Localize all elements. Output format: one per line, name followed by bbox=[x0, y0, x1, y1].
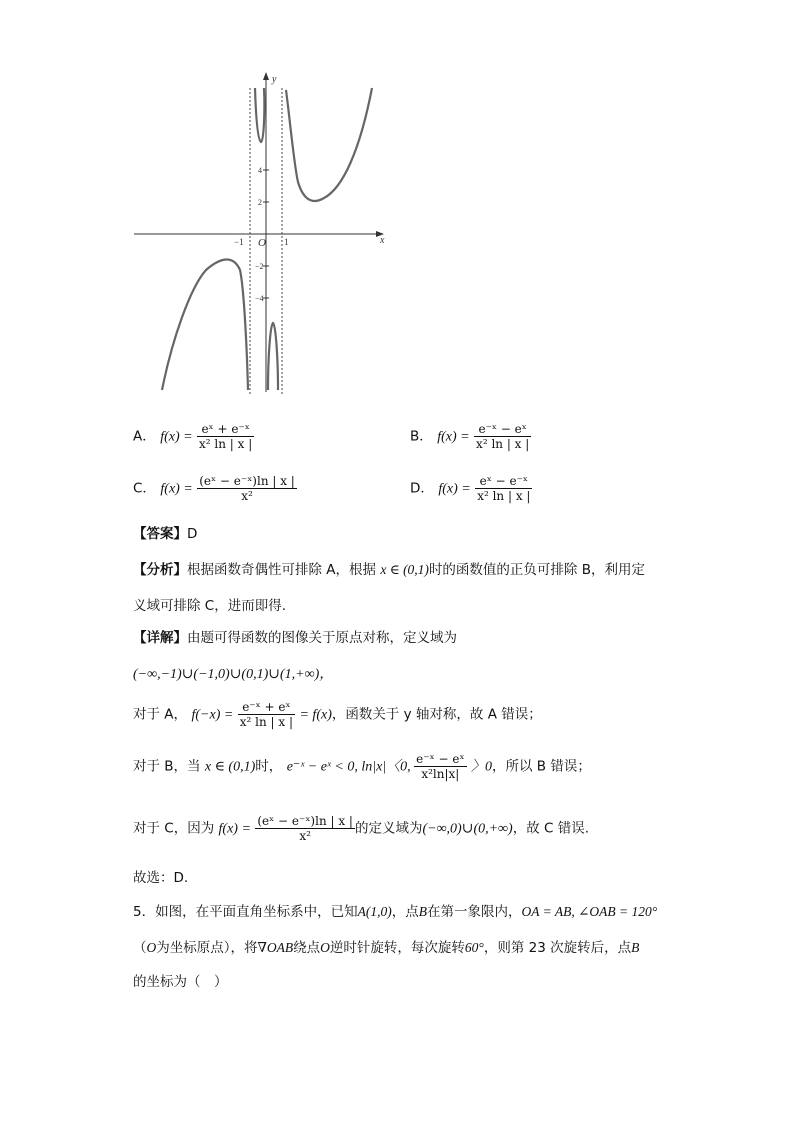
analysis-line-1 bbox=[133, 560, 645, 580]
detail-c-lhs: f(x) = bbox=[218, 821, 251, 837]
detail-choice-text: 故选：D. bbox=[133, 870, 189, 886]
question5-line-3 bbox=[133, 972, 228, 992]
q5-line2-m3: O bbox=[320, 940, 330, 955]
option-c-numerator: (eˣ − e⁻ˣ)ln | x | bbox=[199, 474, 295, 488]
detail-b-numerator: e⁻ˣ − eˣ bbox=[416, 752, 465, 766]
detail-c-math: (−∞,0)∪(0,+∞) bbox=[422, 821, 513, 837]
y-axis-label: y bbox=[272, 74, 277, 85]
detail-option-b bbox=[133, 752, 591, 781]
detail-a-suffix: ，函数关于 y 轴对称，故 A 错误； bbox=[331, 706, 542, 723]
q5-line2-c: 绕点 bbox=[293, 940, 321, 956]
detail-b-fraction bbox=[414, 752, 466, 781]
option-c-fraction bbox=[197, 474, 297, 503]
option-c-lhs: f(x) = bbox=[160, 481, 193, 497]
detail-a-numerator: e⁻ˣ + eˣ bbox=[238, 700, 295, 715]
detail-a-fraction bbox=[238, 700, 295, 729]
detail-b-math1: x ∈ (0,1) bbox=[204, 759, 256, 775]
q5-text-c: 在第一象限内， bbox=[426, 904, 522, 920]
option-c[interactable] bbox=[133, 474, 297, 503]
option-a-label: A． bbox=[133, 428, 156, 445]
detail-b-math3: 〉0 bbox=[471, 759, 492, 775]
function-graph bbox=[128, 70, 390, 400]
detail-c-mid: 的定义域为 bbox=[354, 820, 423, 837]
option-d-numerator: eˣ − e⁻ˣ bbox=[475, 474, 532, 489]
option-a-lhs: f(x) = bbox=[160, 429, 193, 445]
tick-label-yneg2: −2 bbox=[255, 262, 264, 271]
q5-line3: 的坐标为（ ） bbox=[133, 974, 228, 990]
detail-domain bbox=[133, 664, 333, 685]
detail-c-suffix: ，故 C 错误. bbox=[512, 820, 590, 837]
analysis-tag: 【分析】 bbox=[133, 562, 187, 578]
option-b-lhs: f(x) = bbox=[437, 429, 470, 445]
analysis-math: x ∈ (0,1) bbox=[380, 562, 429, 577]
option-a-fraction bbox=[197, 422, 254, 451]
option-a-denominator: x² ln | x | bbox=[199, 437, 253, 451]
detail-b-math2: e⁻ˣ − eˣ < 0, ln|x|〈0, bbox=[286, 759, 415, 775]
option-b-fraction bbox=[474, 422, 531, 451]
detail-b-prefix: 对于 B，当 bbox=[133, 758, 205, 775]
question5-line-1 bbox=[133, 902, 657, 922]
option-d-denominator: x² ln | x | bbox=[477, 489, 531, 503]
option-d-fraction bbox=[475, 474, 532, 503]
option-d-label: D． bbox=[410, 480, 434, 497]
answer-value: D bbox=[187, 526, 198, 542]
analysis-text-2: 义域可排除 C，进而即得. bbox=[133, 598, 287, 614]
option-d[interactable] bbox=[410, 474, 532, 503]
option-b[interactable] bbox=[410, 422, 531, 451]
q5-line2-d: 逆时针旋转，每次旋转 bbox=[329, 940, 465, 956]
detail-a-prefix: 对于 A， bbox=[133, 706, 188, 723]
q5-line2-m5: B bbox=[631, 940, 640, 955]
option-d-lhs: f(x) = bbox=[438, 481, 471, 497]
curve-inner-upper bbox=[255, 88, 264, 142]
option-b-label: B． bbox=[410, 428, 433, 445]
q5-line2-e: ，则第 23 次旋转后，点 bbox=[483, 940, 632, 956]
option-b-denominator: x² ln | x | bbox=[476, 437, 530, 451]
tick-label-y4: 4 bbox=[258, 166, 262, 175]
tick-label-neg1: −1 bbox=[234, 237, 244, 247]
option-a-numerator: eˣ + e⁻ˣ bbox=[197, 422, 254, 437]
detail-a-denominator: x² ln | x | bbox=[239, 715, 294, 729]
detail-c-fraction bbox=[255, 814, 355, 843]
detail-option-a bbox=[133, 700, 542, 729]
detail-line-1 bbox=[133, 628, 457, 648]
option-b-numerator: e⁻ˣ − eˣ bbox=[474, 422, 531, 437]
tick-label-y2: 2 bbox=[258, 198, 262, 207]
detail-tag: 【详解】 bbox=[133, 630, 187, 646]
detail-c-denominator: x² bbox=[299, 829, 311, 843]
detail-c-numerator: (eˣ − e⁻ˣ)ln | x | bbox=[257, 814, 353, 828]
q5-math-1: A(1,0) bbox=[357, 904, 392, 919]
tick-label-1: 1 bbox=[284, 237, 289, 247]
q5-text-a: 5．如图，在平面直角坐标系中，已知 bbox=[133, 904, 358, 920]
q5-line2-a: （ bbox=[133, 940, 147, 956]
option-c-denominator: x² bbox=[241, 489, 253, 503]
detail-text-1: 由题可得函数的图像关于原点对称，定义域为 bbox=[187, 630, 457, 646]
detail-option-c bbox=[133, 814, 589, 843]
q5-text-b: ，点 bbox=[391, 904, 419, 920]
analysis-text-a: 根据函数奇偶性可排除 A，根据 bbox=[187, 562, 381, 578]
q5-line2-m4: 60° bbox=[464, 940, 484, 955]
curve-right-branch bbox=[286, 88, 372, 201]
detail-c-prefix: 对于 C，因为 bbox=[133, 820, 219, 837]
analysis-text-b: 时的函数值的正负可排除 B，利用定 bbox=[428, 562, 645, 578]
detail-b-denominator: x²ln|x| bbox=[421, 767, 460, 781]
x-axis-label: x bbox=[380, 235, 385, 246]
detail-domain-text: (−∞,−1)∪(−1,0)∪(0,1)∪(1,+∞)， bbox=[133, 667, 334, 682]
q5-math-3: OA = AB, ∠OAB = 120° bbox=[521, 904, 658, 919]
q5-line2-m2: ∇OAB bbox=[257, 940, 294, 955]
answer-tag: 【答案】 bbox=[133, 526, 187, 542]
curve-inner-lower bbox=[268, 323, 278, 390]
y-axis-arrow bbox=[263, 72, 269, 80]
origin-label: O bbox=[258, 237, 266, 249]
answer-line bbox=[133, 524, 197, 544]
q5-math-2: B bbox=[418, 904, 427, 919]
question5-line-2 bbox=[133, 938, 639, 958]
detail-a-lhs: f(−x) = bbox=[191, 707, 234, 723]
detail-a-rhs: = f(x) bbox=[299, 707, 332, 723]
tick-label-yneg4: −4 bbox=[255, 294, 264, 303]
option-a[interactable] bbox=[133, 422, 254, 451]
q5-line2-b: 为坐标原点），将 bbox=[156, 940, 258, 956]
curve-left-branch bbox=[162, 260, 248, 391]
detail-choice bbox=[133, 868, 188, 888]
analysis-line-2 bbox=[133, 596, 286, 616]
detail-b-suffix: ，所以 B 错误； bbox=[492, 758, 591, 775]
q5-line2-m1: O bbox=[146, 940, 157, 955]
option-c-label: C． bbox=[133, 480, 156, 497]
detail-b-mid: 时， bbox=[255, 758, 283, 775]
